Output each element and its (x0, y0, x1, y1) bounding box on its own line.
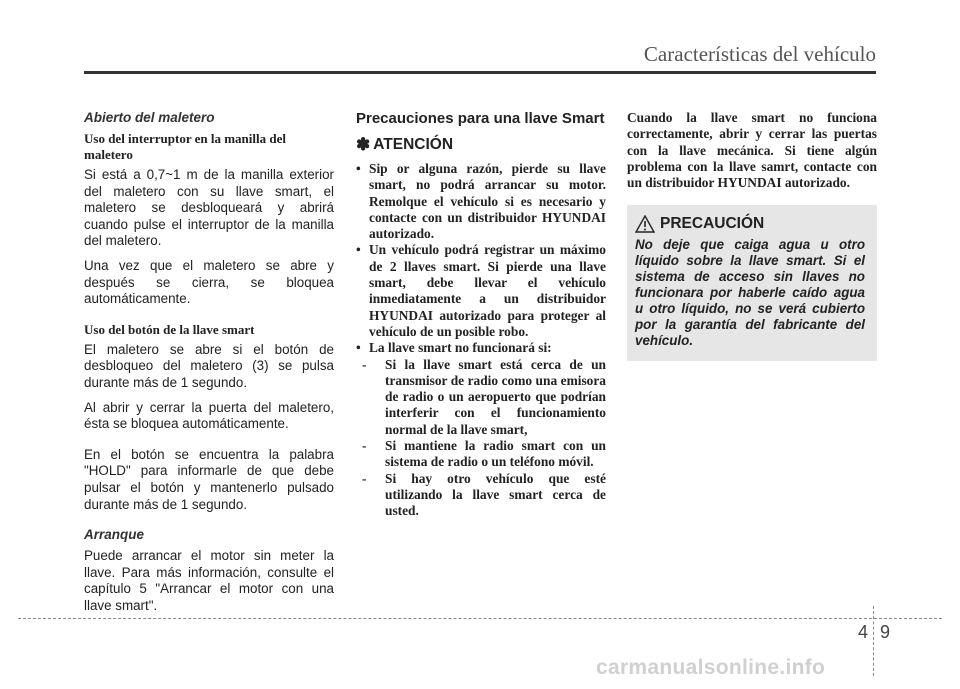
header-rule (84, 71, 876, 74)
page-number: 9 (880, 622, 891, 642)
footer-rule (18, 618, 942, 619)
subheading-smart-key-button: Uso del botón de la llave smart (84, 321, 255, 337)
paragraph: El maletero se abre si el botón de desbloqueo del maletero (3) se pulsa durante más de 1 segundo. (84, 341, 334, 390)
caution-title: PRECAUCIÓN (660, 215, 765, 233)
warning-triangle-icon (635, 215, 655, 233)
heading-trunk-open: Abierto del maletero (84, 110, 215, 125)
watermark: carmanualsonline.info (596, 656, 826, 679)
column-right (627, 110, 877, 361)
warning-star-icon: ✽ (356, 135, 371, 154)
subheading-handle-switch: Uso del interruptor en la manilla del maletero (84, 131, 286, 162)
sub-list-item: - Si mantiene la radio smart con un sistema de radio o un teléfono móvil. (362, 438, 606, 470)
column-middle (356, 110, 606, 520)
heading-start: Arranque (84, 527, 145, 543)
caution-heading (635, 215, 865, 233)
paragraph: Una vez que el maletero se abre y después se cierra, se bloquea automáticamente. (84, 257, 334, 307)
page-chapter: 4 (858, 622, 869, 642)
paragraph: Puede arrancar el motor sin meter la llave. Para más información, consulte el capítulo 5 "Arrancar el motor con una llave smart". (84, 548, 334, 613)
sub-list-item: - Si hay otro vehículo que esté utilizando la llave smart cerca de usted. (362, 470, 606, 519)
warning-heading (356, 135, 606, 155)
list-item: • La llave smart no funcionará si: (356, 340, 552, 356)
running-header: Características del vehículo (643, 42, 876, 66)
list-item: • Un vehículo podrá registrar un máximo de 2 llaves smart. Si pierde una llave smart, debe llevar el vehículo inmediatamente a un distribuidor HYUNDAI autorizado para proteger al vehículo de un posible robo. (356, 242, 606, 339)
caution-box (627, 205, 877, 361)
paragraph: Al abrir y cerrar la puerta del maletero, ésta se bloquea automáticamente. (84, 399, 334, 432)
paragraph: En el botón se encuentra la palabra "HOLD" para informarle de que debe pulsar el botón y mantenerlo pulsado durante más de 1 segundo. (84, 446, 334, 512)
section-title: Precauciones para una llave Smart (356, 110, 605, 127)
footer-divider (873, 606, 874, 676)
sub-list-item: - Si la llave smart está cerca de un transmisor de radio como una emisora de radio o un aeropuerto que podrían interferir con el funcionamiento normal de la llave smart, (362, 356, 606, 437)
paragraph: Cuando la llave smart no funciona correctamente, abrir y cerrar las puertas con la llave mecánica. Si tiene algún problema con la llave samrt, contacte con un distribuidor HYUNDAI autorizado. (627, 110, 877, 191)
column-left (84, 110, 334, 622)
paragraph: Si está a 0,7~1 m de la manilla exterior del maletero con su llave smart, el maletero se desbloqueará y abrirá cuando pulse el interruptor de la manilla del maletero. (84, 167, 334, 249)
caution-text: No deje que caiga agua u otro líquido sobre la llave smart. Si el sistema de acceso sin llaves no funcionara por haberle caído agua u otro líquido, no se verá cubierto por la garantía del fabricante del vehículo. (635, 237, 865, 349)
warning-title: ATENCIÓN (373, 136, 454, 153)
list-item: • Sip or alguna razón, pierde su llave smart, no podrá arrancar su motor. Remolque el vehículo si es necesario y contacte con un distribuidor HYUNDAI autorizado. (356, 161, 606, 242)
